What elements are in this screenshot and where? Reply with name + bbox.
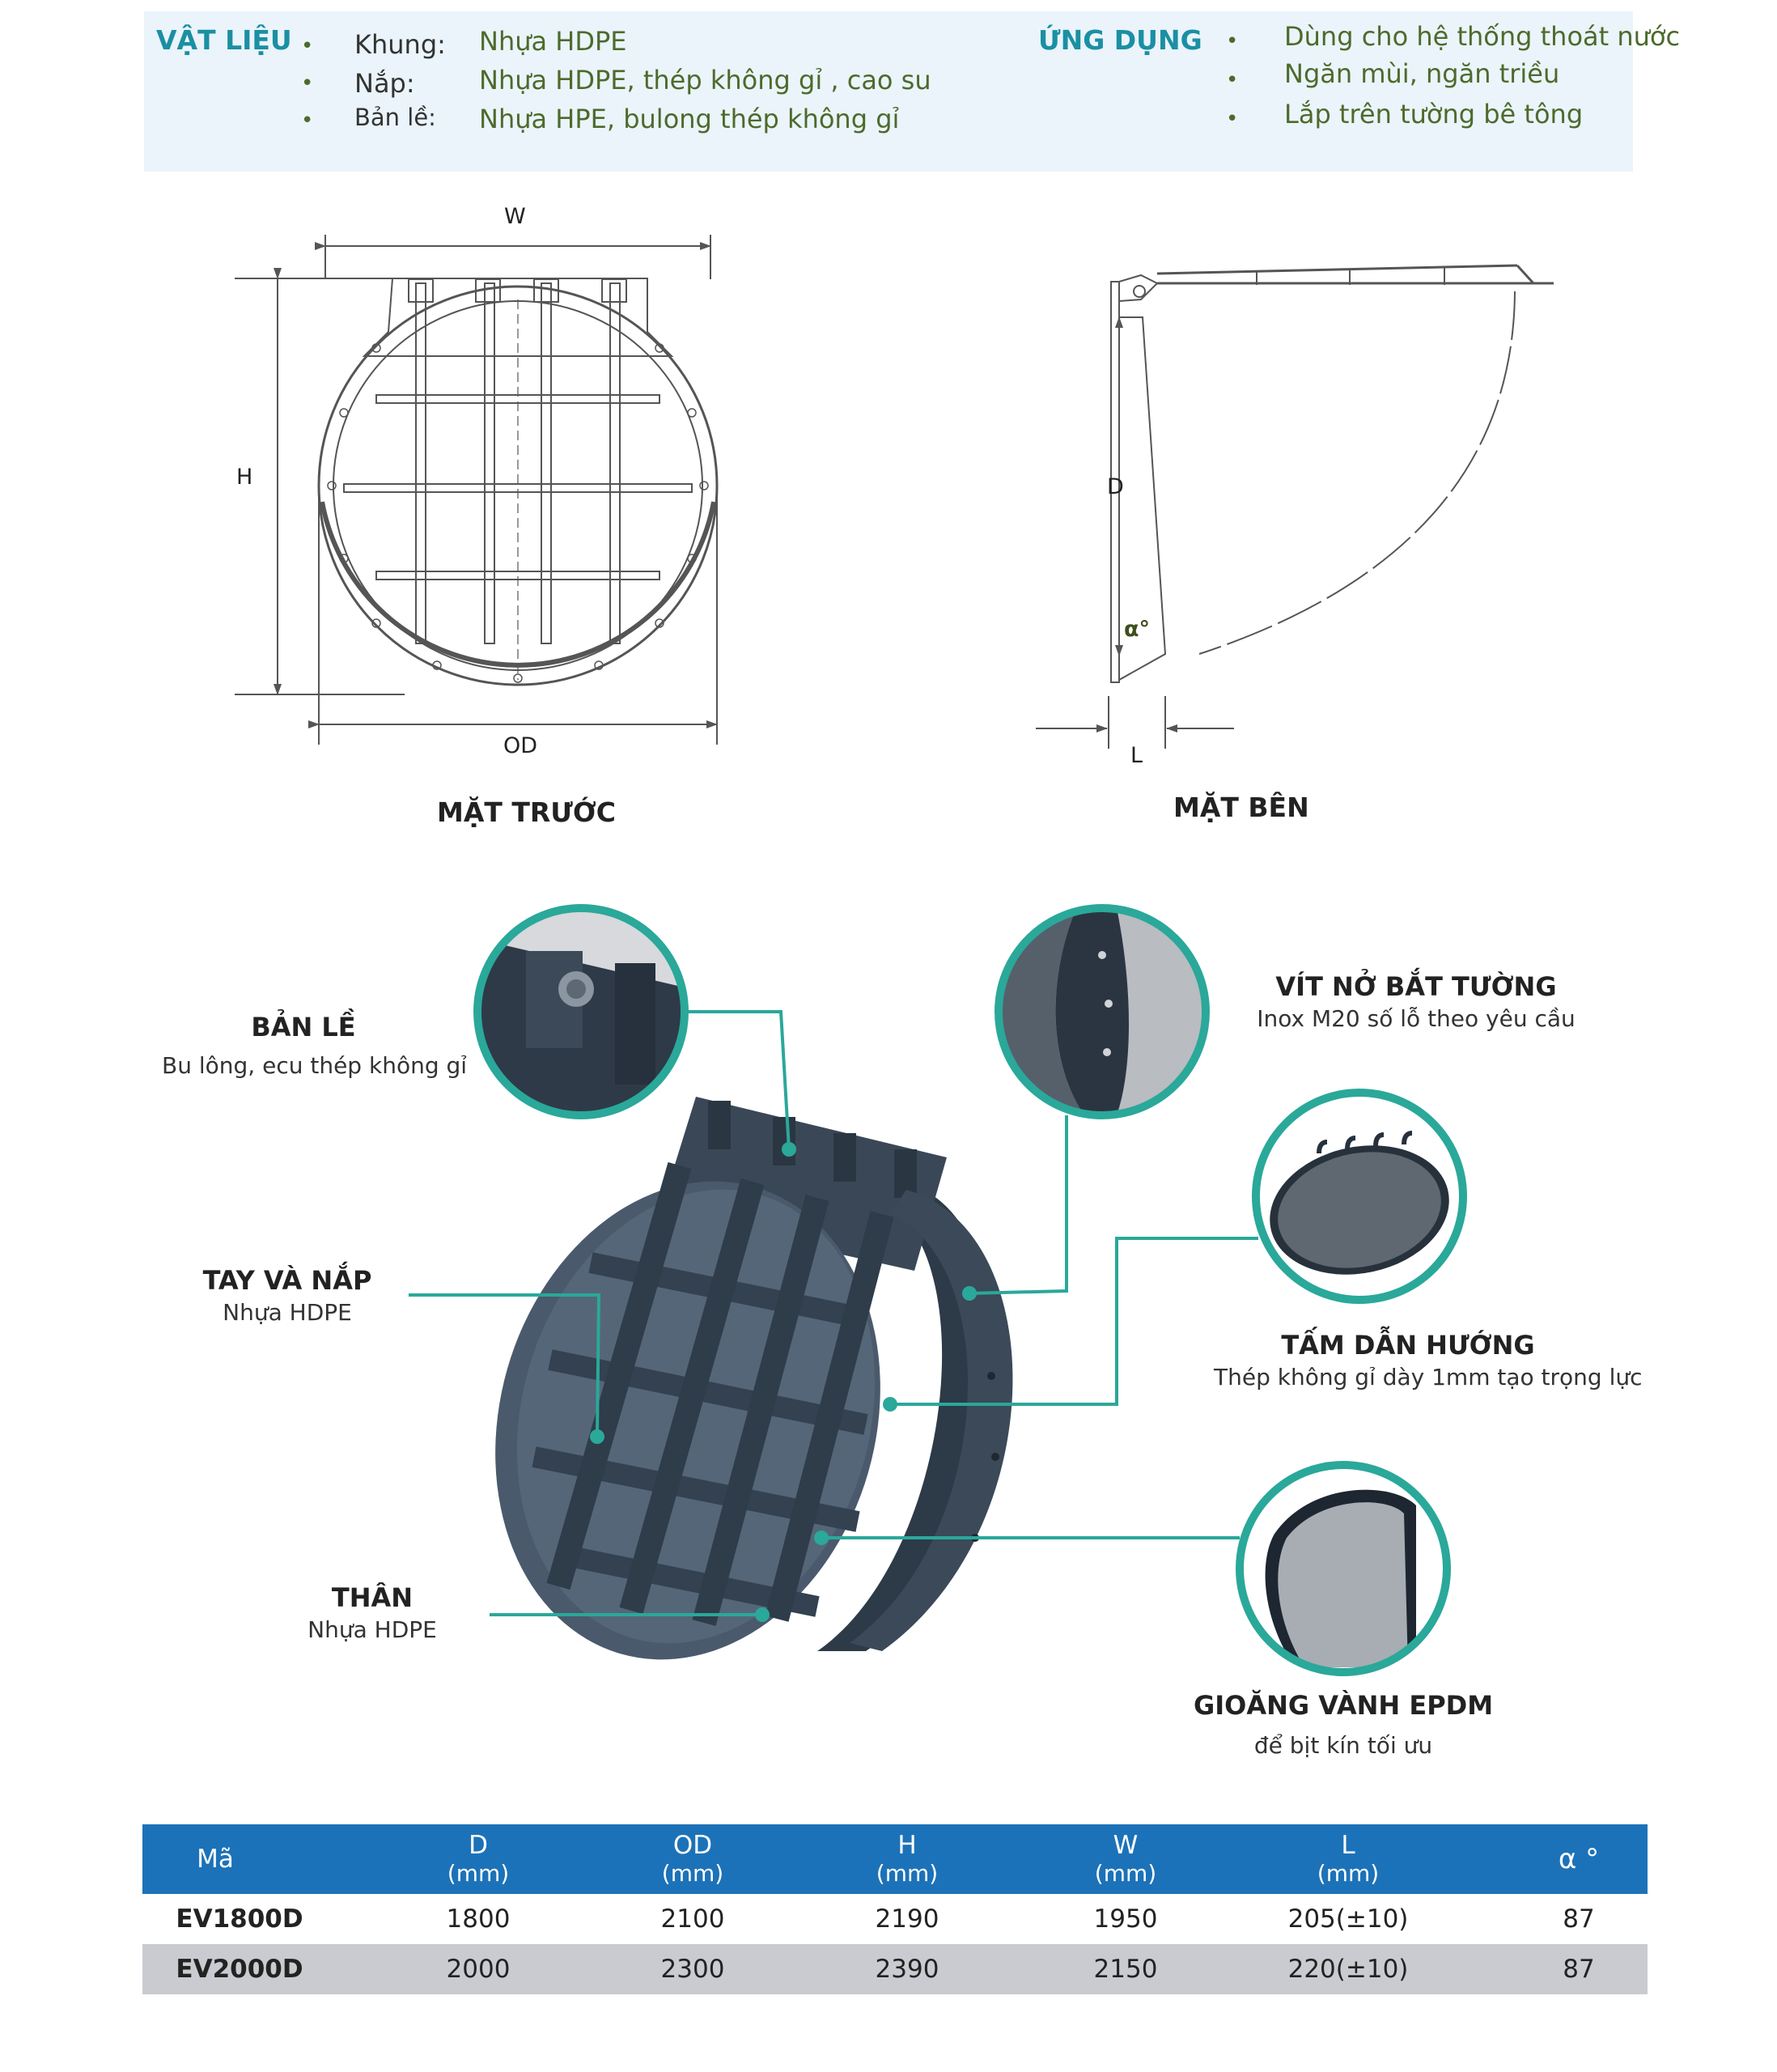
table-cell: 205(±10) [1287,1904,1409,1934]
front-view-drawing [235,235,717,745]
side-view-title: MẶT BÊN [1173,792,1309,823]
side-view-l-label: L [1130,743,1143,768]
callout-anchor-bolt-sub: Inox M20 số lỗ theo yêu cầu [1257,1005,1576,1032]
callout-arm-cover-title: TAY VÀ NẮP [202,1265,372,1296]
callout-guide-plate [1214,1330,1643,1391]
front-view-w-label: W [504,204,526,229]
callout-guide-plate-sub: Thép không gỉ dày 1mm tạo trọng lực [1214,1364,1643,1391]
bullet: • [1226,68,1239,92]
materials-title: VẬT LIỆU [156,24,292,56]
table-cell: 1800 [446,1904,511,1934]
bullet: • [301,108,314,133]
callout-anchor-bolt-title: VÍT NỞ BẮT TƯỜNG [1275,971,1557,1002]
side-view-drawing [1036,265,1554,749]
callout-anchor-circle [999,908,1206,1115]
application-item: Ngăn mùi, ngăn triều [1284,58,1560,89]
bullet: • [1226,107,1239,131]
column-header: Mã [197,1845,234,1874]
application-item: Lắp trên tường bê tông [1284,99,1584,130]
callout-gasket-circle [1240,1465,1447,1672]
front-view-od-label: OD [503,733,538,758]
material-value-cover: Nhựa HDPE, thép không gỉ , cao su [479,65,931,96]
side-view-alpha-label: α° [1124,617,1151,642]
callout-guide-plate-circle [1256,1093,1463,1300]
table-row [142,1944,1648,1994]
callout-arm-cover [186,1265,388,1326]
column-header: α ° [1558,1843,1600,1875]
callout-hinge-title: BẢN LỀ [251,1012,356,1042]
table-cell: 87 [1563,1955,1595,1984]
column-header: W (mm) [1094,1831,1157,1887]
table-cell-code: EV2000D [176,1955,303,1984]
column-header: L (mm) [1317,1831,1380,1887]
table-cell: 2190 [875,1904,939,1934]
material-value-hinge: Nhựa HPE, bulong thép không gỉ [479,104,900,134]
material-key-hinge: Bản lề: [354,104,436,131]
bullet: • [301,34,314,58]
applications-title: ỨNG DỤNG [1038,24,1202,56]
table-cell: 2100 [660,1904,725,1934]
callout-body [291,1582,453,1643]
column-header: H (mm) [876,1831,939,1887]
callout-arm-cover-sub: Nhựa HDPE [223,1299,352,1326]
table-cell: 2300 [660,1955,725,1984]
callout-body-sub: Nhựa HDPE [307,1616,437,1643]
material-key-cover: Nắp: [354,68,415,99]
material-key-frame: Khung: [354,29,446,60]
table-cell: 2390 [875,1955,939,1984]
callout-hinge-circle [477,908,685,1115]
table-header [142,1824,1648,1894]
table-cell: 2150 [1093,1955,1158,1984]
callout-hinge-sub: Bu lông, ecu thép không gỉ [162,1052,468,1079]
table-cell-code: EV1800D [176,1904,303,1934]
application-item: Dùng cho hệ thống thoát nước [1284,21,1681,52]
table-cell: 220(±10) [1287,1955,1409,1984]
callout-hinge [162,1012,468,1079]
spec-table [142,1824,1648,1994]
callout-anchor-bolt [1254,971,1578,1032]
callout-guide-plate-title: TẤM DẪN HƯỚNG [1281,1330,1535,1361]
column-header: OD (mm) [661,1831,724,1887]
table-cell: 87 [1563,1904,1595,1934]
front-view-h-label: H [236,465,253,490]
side-view-d-label: D [1107,474,1124,499]
material-value-frame: Nhựa HDPE [479,26,627,57]
callout-gasket-sub: để bịt kín tối ưu [1253,1732,1433,1759]
bullet: • [1226,29,1239,53]
table-cell: 1950 [1093,1904,1158,1934]
bullet: • [301,71,314,96]
callout-gasket [1181,1690,1505,1759]
column-header: D (mm) [447,1831,510,1887]
callout-gasket-title: GIOĂNG VÀNH EPDM [1193,1690,1494,1721]
table-row [142,1894,1648,1944]
front-view-title: MẶT TRƯỚC [437,796,616,828]
table-cell: 2000 [446,1955,511,1984]
callout-body-title: THÂN [331,1582,414,1613]
